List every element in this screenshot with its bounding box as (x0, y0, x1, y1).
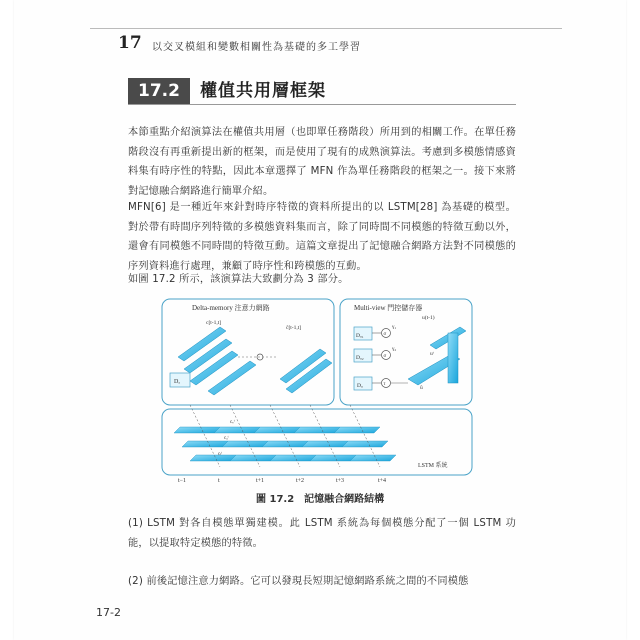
tick-t-1: t−1 (178, 478, 187, 483)
page-number: 17-2 (96, 606, 121, 619)
paragraph-3: 如圖 17.2 所示，該演算法大致劃分為 3 部分。 (128, 274, 349, 285)
ut-label: uᵗ (430, 351, 434, 357)
gamma2-label: γ₂ (392, 346, 397, 352)
tau-label: τ (383, 382, 386, 387)
uhat-label: û (420, 385, 423, 391)
du1-label: Dᵤ₁ (356, 333, 364, 339)
cv-label: cᵥᵗ (230, 420, 235, 425)
tick-t+4: t+4 (378, 478, 387, 483)
sigma-1-label: σ (383, 332, 387, 337)
lstm-label: LSTM 系統 (418, 463, 448, 469)
multiview-label: Multi-view 門控儲存器 (354, 304, 423, 312)
list-item-2: (2) 前後記憶注意力網路。它可以發現長短期記憶網路系統之間的不同模態 (128, 576, 469, 587)
lstm-grid (174, 427, 396, 461)
multiview-blocks (354, 327, 466, 390)
figure-mfn (160, 297, 474, 483)
du2-label: Dᵤ₂ (356, 355, 364, 361)
section-rule (128, 104, 516, 105)
gamma1-label: γ₁ (392, 324, 397, 330)
da-label: Dₐ (174, 379, 180, 385)
sigma-2-label: σ (383, 354, 387, 359)
list-item-1: (1) LSTM 對各自模態單獨建模。此 LSTM 系統為每個模態分配了一個 LSTM 功能，以提取特定模態的特徵。 (128, 518, 516, 549)
delta-memory-blocks (170, 327, 332, 395)
cl-label: cₗᵗ (218, 452, 223, 457)
section-banner (128, 78, 516, 104)
figure-caption: 圖 17.2 記憶融合網路結構 (256, 494, 385, 505)
mfn-diagram (160, 297, 474, 483)
du-label: Dᵤ (357, 383, 363, 389)
chapter-number: 17 (118, 33, 142, 53)
tick-t: t (218, 478, 220, 483)
c-hat-label: ĉ[t-1,t] (286, 325, 302, 331)
section-title: 權值共用層框架 (200, 81, 326, 101)
time-axis (178, 478, 386, 483)
header-rule (90, 28, 562, 29)
tick-t+3: t+3 (336, 478, 345, 483)
delta-memory-label: Delta-memory 注意力網路 (192, 304, 270, 312)
paragraph-2: MFN[6] 是一種近年來針對時序特徵的資料所提出的以 LSTM[28] 為基礎的模型。對於帶有時間序列特徵的多模態資料集而言，除了同時間不同模態的特徵互動以外，還會有同模態不同時間的特徵互動。這篇文章提出了記憶融合網路方法對不同模態的序列資料進行處理，兼顧了時序性和跨模態的互動。 (128, 202, 516, 272)
paragraph-1: 本節重點介紹演算法在權值共用層（也即單任務階段）所用到的相關工作。在單任務階段沒有再重新提出新的框架，而是使用了現有的成熟演算法。考慮到多模態情感資料集有時序性的特點，因此本章選擇了 MFN 作為單任務階段的框架之一。接下來將對記憶融合網路進行簡單介紹。 (128, 127, 516, 197)
section-number: 17.2 (128, 78, 190, 104)
tick-t+2: t+2 (296, 478, 305, 483)
tick-t+1: t+1 (256, 478, 265, 483)
chapter-title: 以交叉模組和變數相關性為基礎的多工學習 (152, 42, 361, 53)
ca-label: cₐᵗ (224, 436, 229, 441)
u-prev-label: u(t-1) (422, 315, 435, 321)
c-prev-label: c[t-1,t] (206, 320, 222, 326)
